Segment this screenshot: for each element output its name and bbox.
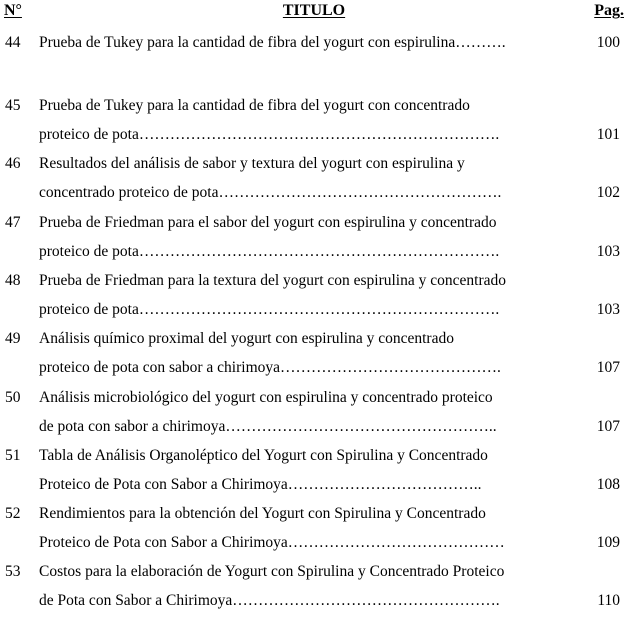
entry-title-line: Prueba de Tukey para la cantidad de fibra del yogurt con espirulina………. (39, 34, 506, 51)
entry-title-line: Tabla de Análisis Organoléptico del Yogurt con Spirulina y Concentrado (39, 446, 488, 464)
entry-page-number: 101 (596, 126, 620, 143)
entry-title-line: de pota con sabor a chirimoya…………………………………………….. (39, 417, 497, 435)
entry-number: 48 (5, 271, 21, 289)
entry-title-line: Rendimientos para la obtención del Yogurt con Spirulina y Concentrado (39, 505, 486, 523)
entry-page-number: 103 (596, 242, 620, 260)
entry-title-line: Prueba de Tukey para la cantidad de fibra del yogurt con concentrado (39, 97, 470, 114)
column-header-page: Pag. (594, 2, 624, 19)
entry-page-number: 102 (596, 184, 620, 202)
entry-number: 49 (5, 330, 21, 348)
entry-number: 50 (5, 388, 21, 406)
entry-number: 45 (5, 97, 21, 114)
column-header-title: TITULO (282, 2, 346, 19)
entry-number: 44 (5, 34, 21, 51)
entry-page-number: 100 (596, 34, 620, 51)
entry-title-line: concentrado proteico de pota………………………………………………. (39, 184, 502, 202)
entry-title-line: Prueba de Friedman para el sabor del yogurt con espirulina y concentrado (39, 213, 497, 231)
entry-title-line: proteico de pota……………………………………………………………. (39, 126, 500, 143)
entry-page-number: 110 (597, 592, 620, 610)
entry-title-line: Análisis microbiológico del yogurt con espirulina y concentrado proteico (39, 388, 493, 406)
entry-title-line: Proteico de Pota con Sabor a Chirimoya……………………………….. (39, 475, 482, 493)
entry-title-line: proteico de pota……………………………………………………………. (39, 242, 500, 260)
entry-page-number: 108 (596, 475, 620, 493)
entry-title-line: de Pota con Sabor a Chirimoya……………………………………………. (39, 592, 500, 610)
entry-page-number: 109 (596, 534, 620, 552)
entry-title-line: Resultados del análisis de sabor y textura del yogurt con espirulina y (39, 155, 465, 173)
entry-title-line: proteico de pota con sabor a chirimoya……………………………………. (39, 359, 501, 377)
entry-title-line: proteico de pota……………………………………………………………. (39, 300, 500, 318)
entry-number: 52 (5, 505, 21, 523)
entry-number: 46 (5, 155, 21, 173)
entry-title-line: Prueba de Friedman para la textura del yogurt con espirulina y concentrado (39, 271, 506, 289)
entry-number: 47 (5, 213, 21, 231)
entry-title-line: Proteico de Pota con Sabor a Chirimoya…………………………………… (39, 534, 505, 552)
entry-page-number: 107 (596, 359, 620, 377)
column-header-number: N° (4, 2, 22, 19)
entry-page-number: 103 (596, 300, 620, 318)
entry-page-number: 107 (596, 417, 620, 435)
entry-number: 51 (5, 446, 21, 464)
entry-title-line: Análisis químico proximal del yogurt con espirulina y concentrado (39, 330, 454, 348)
entry-title-line: Costos para la elaboración de Yogurt con Spirulina y Concentrado Proteico (39, 563, 505, 581)
entry-number: 53 (5, 563, 21, 581)
